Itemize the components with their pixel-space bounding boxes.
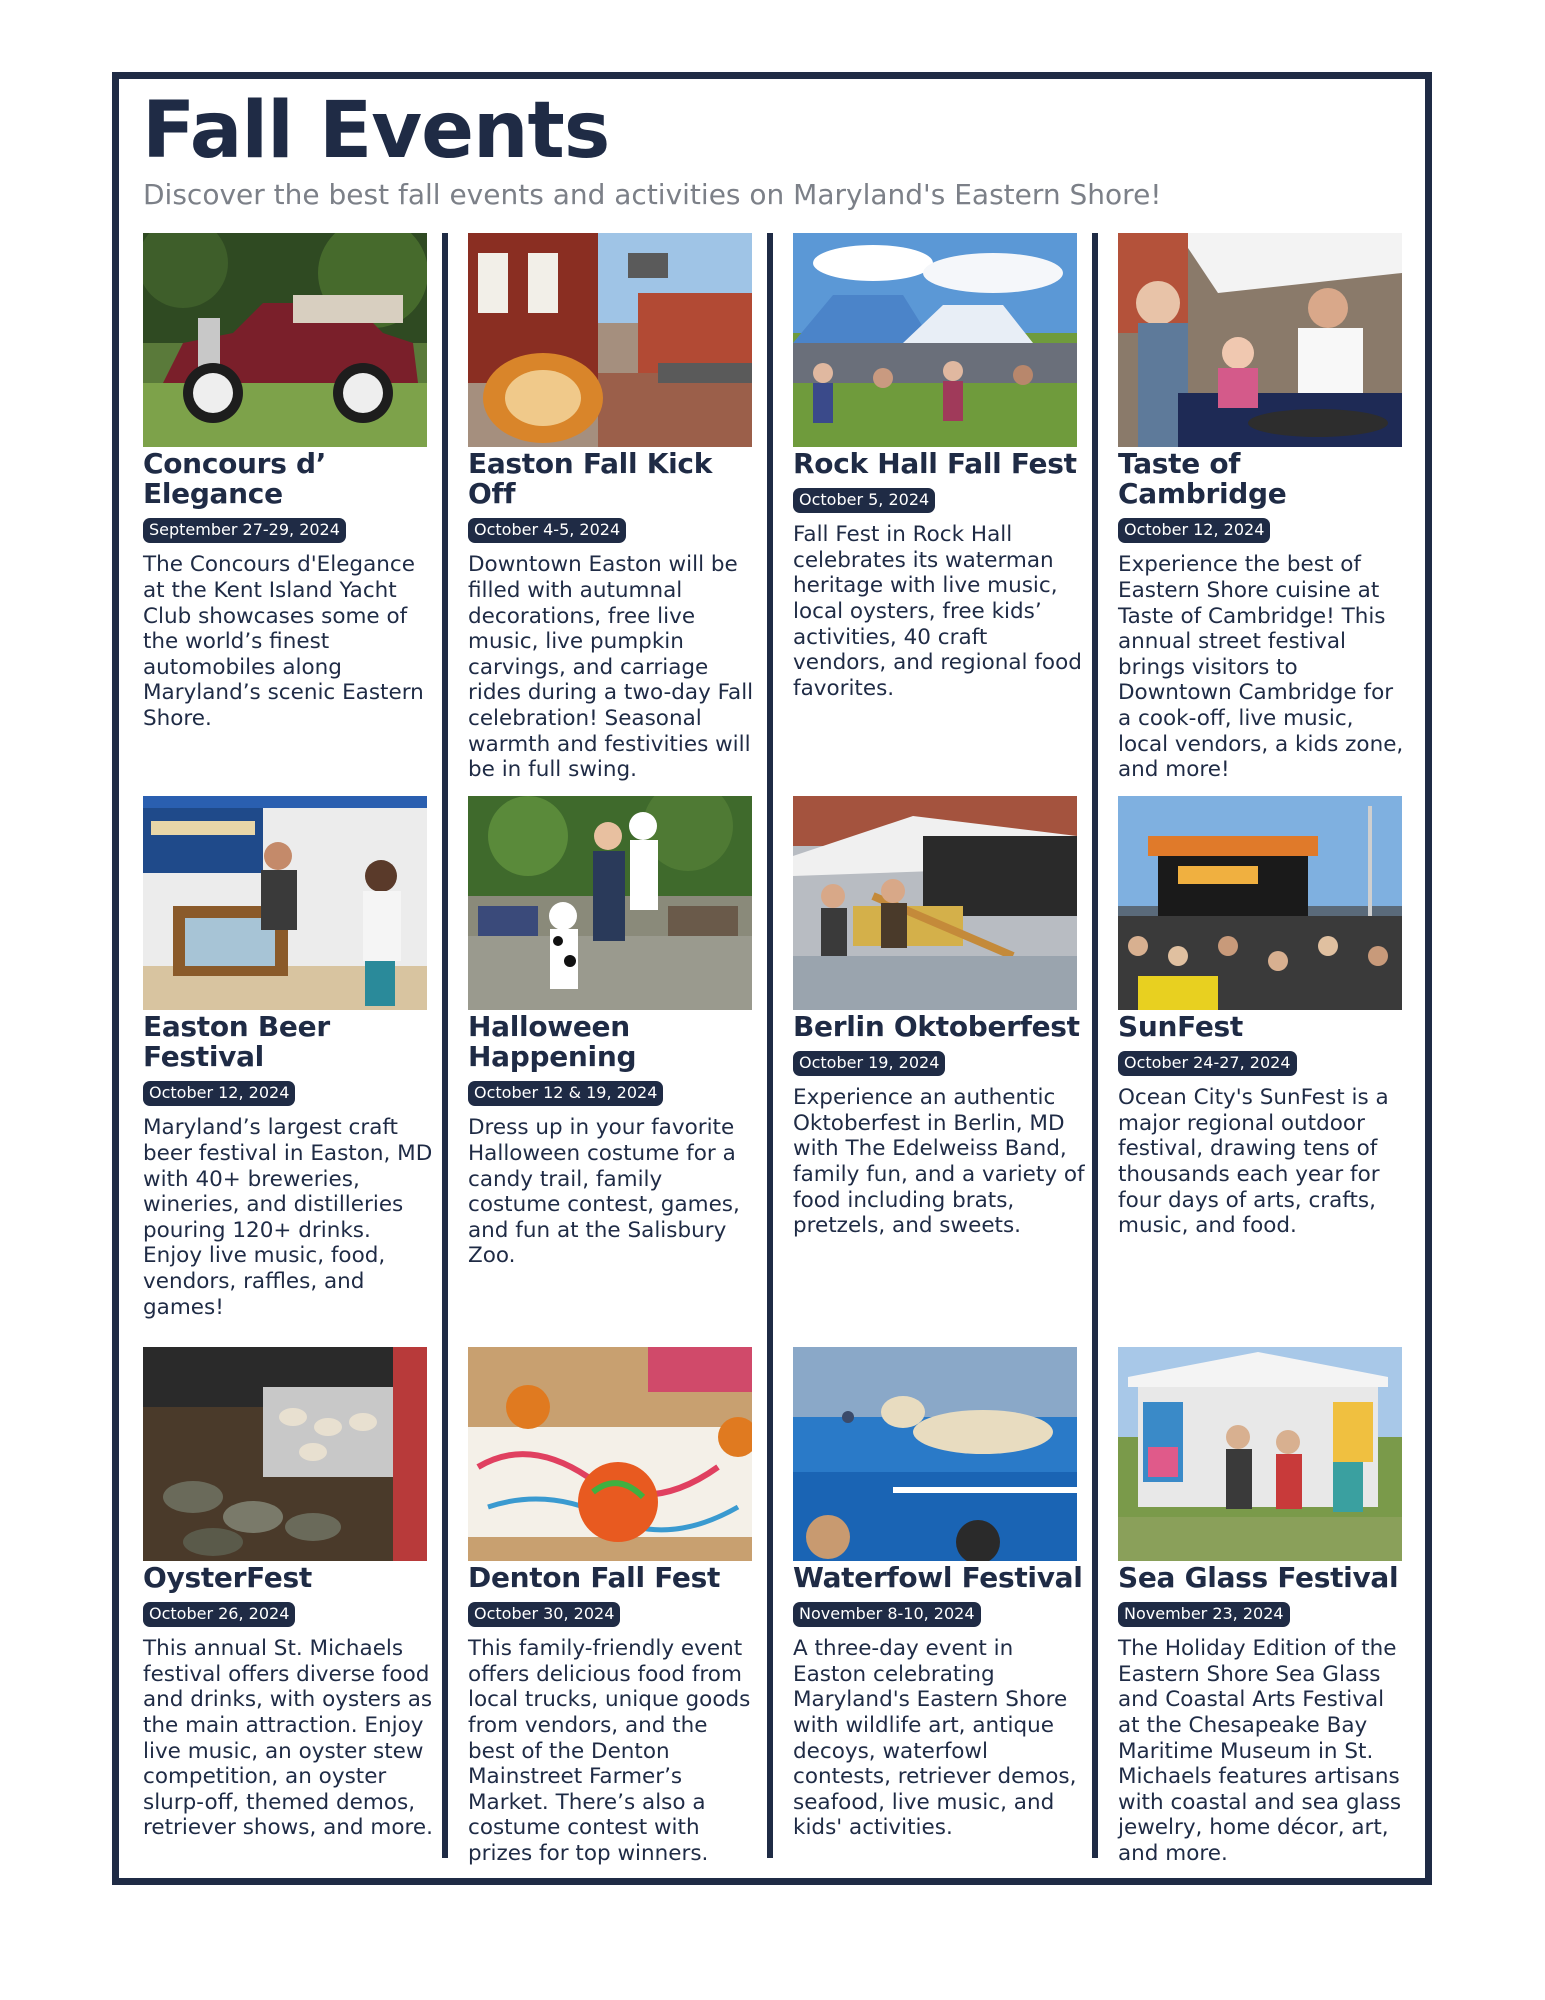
page-title: Fall Events [142, 86, 610, 176]
event-date-badge: October 4-5, 2024 [468, 518, 626, 543]
event-card [793, 233, 1085, 701]
chef-cooking-photo [1118, 233, 1402, 447]
page-subtitle: Discover the best fall events and activities on Maryland's Eastern Shore! [143, 178, 1162, 211]
event-title: Sea Glass Festival [1118, 1561, 1399, 1594]
event-date-badge: September 27-29, 2024 [143, 518, 346, 543]
event-card [1118, 1347, 1410, 1866]
oysters-photo [143, 1347, 427, 1561]
event-card [1118, 796, 1410, 1239]
event-description: The Holiday Edition of the Eastern Shore Sea Glass and Coastal Arts Festival at the Chesapeake Bay Maritime Museum in St. Michaels features artisans with coastal and sea glass jewelry, home décor, art, and more. [1118, 1636, 1402, 1866]
event-title: Berlin Oktoberfest [793, 1010, 1080, 1043]
dock-dog-photo [793, 1347, 1077, 1561]
event-card [143, 1347, 435, 1841]
event-title: Taste of Cambridge [1118, 447, 1287, 511]
event-date-badge: October 19, 2024 [793, 1051, 945, 1076]
event-description: Maryland’s largest craft beer festival in Easton, MD with 40+ breweries, wineries, and distilleries pouring 120+ drinks. Enjoy live music, food, vendors, raffles, and games! [143, 1115, 433, 1320]
column-divider [767, 233, 773, 1858]
event-description: Experience an authentic Oktoberfest in Berlin, MD with The Edelweiss Band, family fun, and a variety of food including brats, pretzels, and sweets. [793, 1085, 1085, 1239]
event-date-badge: October 5, 2024 [793, 488, 935, 513]
event-description: Dress up in your favorite Halloween costume for a candy trail, family costume contest, games, and fun at the Salisbury Zoo. [468, 1115, 740, 1269]
event-title: Easton Beer Festival [143, 1010, 330, 1074]
art-tent-photo [1118, 1347, 1402, 1561]
event-date-badge: October 12, 2024 [1118, 518, 1270, 543]
event-description: Downtown Easton will be filled with autumnal decorations, free live music, live pumpkin carvings, and carriage rides during a two-day Fall celebration! Seasonal warmth and festivities will be in full swing. [468, 552, 754, 783]
event-title: Halloween Happening [468, 1010, 637, 1074]
event-card [468, 1347, 760, 1866]
event-description: This family-friendly event offers delicious food from local trucks, unique goods from vendors, and the best of the Denton Mainstreet Farmer’s Market. There’s also a costume contest with prizes for top winners. [468, 1636, 751, 1866]
costume-family-photo [468, 796, 752, 1010]
concert-stage-photo [1118, 796, 1402, 1010]
event-title: Easton Fall Kick Off [468, 447, 713, 511]
event-title: OysterFest [143, 1561, 312, 1594]
column-divider [1092, 233, 1098, 1858]
event-card [468, 796, 760, 1269]
event-description: This annual St. Michaels festival offers diverse food and drinks, with oysters as the main attraction. Enjoy live music, an oyster stew competition, an oyster slurp-off, themed demos, retriever shows, and more. [143, 1636, 433, 1841]
event-card [1118, 233, 1410, 783]
event-card [143, 233, 435, 732]
brewery-booth-photo [143, 796, 427, 1010]
vintage-car-photo [143, 233, 427, 447]
event-description: Fall Fest in Rock Hall celebrates its waterman heritage with live music, local oysters, free kids’ activities, 40 craft vendors, and regional food favorites. [793, 522, 1082, 701]
event-description: Experience the best of Eastern Shore cuisine at Taste of Cambridge! This annual street festival brings visitors to Downtown Cambridge for a cook-off, live music, local vendors, a kids zone, and more! [1118, 552, 1404, 783]
painted-pumpkins-photo [468, 1347, 752, 1561]
alphorn-band-photo [793, 796, 1077, 1010]
event-title: Concours d’ Elegance [143, 447, 327, 511]
event-date-badge: October 12, 2024 [143, 1081, 295, 1106]
event-description: Ocean City's SunFest is a major regional outdoor festival, drawing tens of thousands each year for four days of arts, crafts, music, and food. [1118, 1085, 1389, 1239]
event-date-badge: October 24-27, 2024 [1118, 1051, 1297, 1076]
event-title: SunFest [1118, 1010, 1243, 1043]
carved-pumpkin-street-photo [468, 233, 752, 447]
event-date-badge: October 30, 2024 [468, 1602, 620, 1627]
event-card [143, 796, 435, 1320]
event-date-badge: November 8-10, 2024 [793, 1602, 981, 1627]
event-date-badge: November 23, 2024 [1118, 1602, 1290, 1627]
event-card [793, 1347, 1085, 1841]
column-divider [442, 233, 448, 1858]
event-title: Rock Hall Fall Fest [793, 447, 1077, 480]
event-title: Waterfowl Festival [793, 1561, 1083, 1594]
event-title: Denton Fall Fest [468, 1561, 721, 1594]
festival-tents-photo [793, 233, 1077, 447]
event-description: A three-day event in Easton celebrating Maryland's Eastern Shore with wildlife art, antique decoys, waterfowl contests, retriever demos, seafood, live music, and kids' activities. [793, 1636, 1077, 1841]
event-date-badge: October 12 & 19, 2024 [468, 1081, 663, 1106]
event-description: The Concours d'Elegance at the Kent Island Yacht Club showcases some of the world’s finest automobiles along Maryland’s scenic Eastern Shore. [143, 552, 424, 731]
event-card [468, 233, 760, 783]
event-date-badge: October 26, 2024 [143, 1602, 295, 1627]
event-card [793, 796, 1085, 1239]
